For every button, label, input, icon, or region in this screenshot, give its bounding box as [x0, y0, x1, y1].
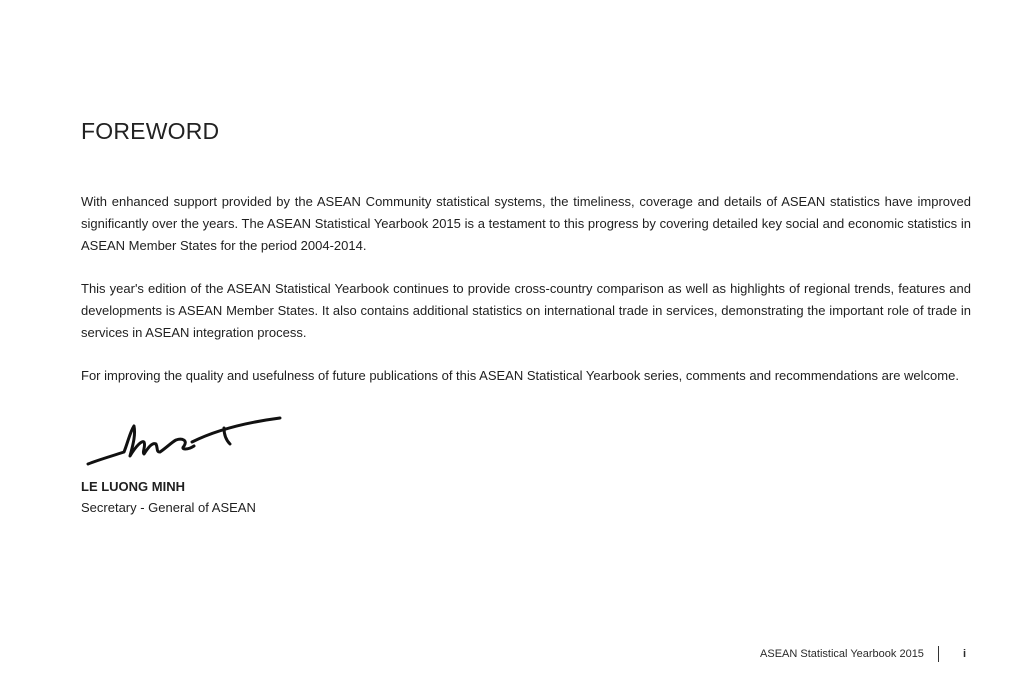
page-number: i: [962, 648, 966, 660]
publication-title: ASEAN Statistical Yearbook 2015: [760, 648, 924, 660]
handwritten-signature: [84, 412, 284, 472]
paragraph-1: With enhanced support provided by the ASEAN Community statistical systems, the timeliness, coverage and details of ASEAN statistics have improved significantly over the years. The ASEAN Statistical Yearbook 2015 is a testament to this progress by covering detailed key social and economic statistics in ASEAN Member States for the period 2004-2014.: [81, 194, 971, 253]
signatory-name: LE LUONG MINH: [81, 479, 185, 494]
page-footer: [760, 646, 966, 662]
signatory-title: Secretary - General of ASEAN: [81, 500, 256, 515]
paragraph-3: For improving the quality and usefulness of future publications of this ASEAN Statistical Yearbook series, comments and recommendations are welcome.: [81, 368, 959, 383]
footer-divider: [938, 646, 939, 662]
paragraph-2: This year's edition of the ASEAN Statistical Yearbook continues to provide cross-country comparison as well as highlights of regional trends, features and developments is ASEAN Member States. It also contains additional statistics on international trade in services, demonstrating the important role of trade in services in ASEAN integration process.: [81, 281, 971, 340]
page-title: FOREWORD: [81, 118, 220, 144]
foreword-body: [81, 191, 971, 408]
